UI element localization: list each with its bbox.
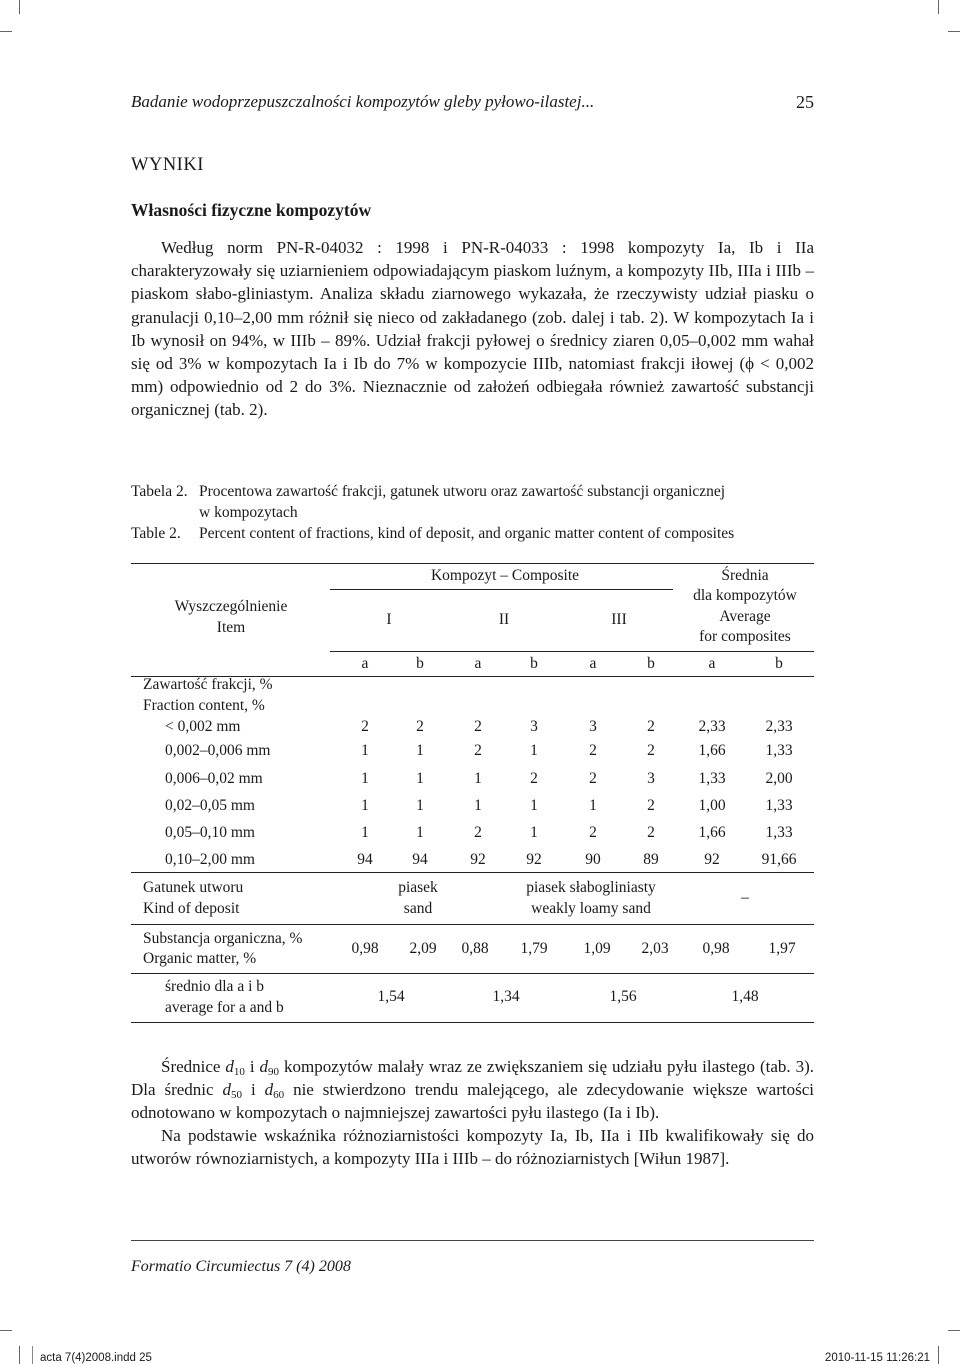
fraction-cell: 1 bbox=[361, 742, 369, 759]
subscript: 10 bbox=[233, 1066, 245, 1078]
deposit-sand-en: sand bbox=[403, 900, 433, 917]
fraction-cell: 1 bbox=[416, 824, 424, 841]
header-average-line3: Average bbox=[719, 608, 771, 625]
header-composite: Kompozyt – Composite bbox=[430, 567, 580, 584]
table-caption-pl bbox=[131, 481, 814, 523]
fraction-cell: 3 bbox=[530, 718, 538, 735]
fraction-row-label: 0,006–0,02 mm bbox=[165, 770, 263, 787]
fraction-cell: 2 bbox=[647, 742, 655, 759]
table-rule-top bbox=[131, 563, 814, 564]
fraction-cell: 2 bbox=[530, 770, 538, 787]
slug-timestamp: 2010-11-15 11:26:21 bbox=[824, 1352, 930, 1364]
slug-divider bbox=[32, 1346, 33, 1364]
subcol: b bbox=[416, 655, 424, 672]
header-average-line2: dla kompozytów bbox=[693, 587, 797, 604]
table-rule-deposit-bottom bbox=[131, 924, 814, 925]
subsection-title: Własności fizyczne kompozytów bbox=[131, 200, 372, 220]
footer-rule bbox=[131, 1240, 814, 1241]
fraction-cell: 3 bbox=[589, 718, 597, 735]
text-run: nie stwierdzono trendu malejącego, ale zdecydowanie większe wartości odnotowano w kompozytach o najmniejszej zawartości pyłu ilastego (Ia i Ib). bbox=[131, 1080, 814, 1123]
deposit-average: – bbox=[741, 889, 749, 906]
fraction-cell: 1,33 bbox=[698, 770, 726, 787]
fraction-cell: 2,00 bbox=[765, 770, 793, 787]
fraction-cell: 2,33 bbox=[698, 718, 726, 735]
subcol: a bbox=[589, 655, 597, 672]
subscript: 50 bbox=[231, 1089, 243, 1102]
subcol: b bbox=[775, 655, 783, 672]
crop-mark bbox=[948, 1330, 960, 1331]
organic-cell: 1,79 bbox=[520, 940, 548, 957]
fraction-cell: 92 bbox=[526, 851, 542, 868]
fraction-cell: 90 bbox=[585, 851, 601, 868]
fraction-cell: 1 bbox=[361, 824, 369, 841]
header-group-i: I bbox=[386, 611, 392, 628]
organic-label-pl: Substancja organiczna, % bbox=[143, 930, 303, 947]
crop-mark bbox=[948, 31, 960, 32]
running-header-title: Badanie wodoprzepuszczalności kompozytów gleby pyłowo-ilastej... bbox=[131, 92, 595, 111]
deposit-loamy-en: weakly loamy sand bbox=[531, 900, 651, 917]
header-item-en: Item bbox=[216, 619, 246, 636]
text-run: kompozytów malały wraz ze zwiększaniem się udziału pyłu ilastego (tab. 3). Dla średnic bbox=[131, 1057, 814, 1100]
subcol: a bbox=[708, 655, 716, 672]
fraction-cell: 1 bbox=[416, 742, 424, 759]
header-group-iii: III bbox=[611, 611, 627, 628]
text-run: Średnice bbox=[161, 1057, 226, 1076]
caption-text-en: Percent content of fractions, kind of deposit, and organic matter content of composites bbox=[199, 525, 735, 542]
fraction-cell: 1,33 bbox=[765, 797, 793, 814]
fraction-cell: 1,66 bbox=[698, 824, 726, 841]
fraction-cell: 2 bbox=[474, 742, 482, 759]
fraction-cell: 1 bbox=[416, 797, 424, 814]
page-number: 25 bbox=[796, 92, 814, 112]
fraction-cell: 1 bbox=[474, 797, 482, 814]
header-group-ii: II bbox=[498, 611, 510, 628]
fraction-cell: 1 bbox=[416, 770, 424, 787]
fraction-cell: 2 bbox=[647, 718, 655, 735]
deposit-loamy-pl: piasek słabogliniasty bbox=[526, 879, 656, 896]
organic-cell: 1,97 bbox=[768, 940, 796, 957]
fraction-cell: 94 bbox=[412, 851, 428, 868]
fraction-cell: 1 bbox=[361, 797, 369, 814]
organic-cell: 0,98 bbox=[702, 940, 730, 957]
fraction-cell: 1,33 bbox=[765, 824, 793, 841]
caption-text-pl-line2: w kompozytach bbox=[199, 504, 298, 521]
crop-mark bbox=[0, 1330, 12, 1331]
paragraph-results: Według norm PN-R-04032 : 1998 i PN-R-04033 : 1998 kompozyty Ia, Ib i IIa charakteryzowały się uziarnieniem odpowiadającym piaskom luźnym, a kompozyty IIb, IIIa i IIIb – piaskom słabo-gliniastym. Analiza składu ziarnowego wykazała, że rzeczywisty udział piasku o granulacji 0,10–2,00 mm różnił się nieco od zakładanego (zob. dalej i tab. 2). W kompozytach Ia i Ib wynosił on 94%, w IIIb – 89%. Udział frakcji pyłowej o średnicy ziaren 0,05–0,002 mm wahał się od 3% w kompozytach Ia i Ib do 7% w kompozycie IIIb, natomiast frakcji iłowej (ϕ < 0,002 mm) odpowiednio od 2 do 3%. Nieznacznie od założeń odbiegała również zawartość substancji organicznej (tab. 2). bbox=[131, 238, 814, 420]
organic-avg-value: 1,56 bbox=[609, 988, 637, 1005]
fraction-cell: 92 bbox=[704, 851, 720, 868]
caption-label-pl: Tabela 2. bbox=[131, 483, 188, 500]
symbol-d: d bbox=[264, 1080, 274, 1100]
deposit-label-en: Kind of deposit bbox=[143, 900, 240, 917]
caption-text-pl-line1: Procentowa zawartość frakcji, gatunek utworu oraz zawartość substancji organicznej bbox=[199, 483, 726, 500]
fraction-cell: 2 bbox=[647, 797, 655, 814]
fraction-row-label: 0,002–0,006 mm bbox=[165, 742, 271, 759]
crop-mark bbox=[19, 0, 20, 14]
text-run: i bbox=[244, 1057, 260, 1076]
fraction-row-label: 0,10–2,00 mm bbox=[165, 851, 255, 868]
fraction-cell: 1 bbox=[530, 797, 538, 814]
crop-mark bbox=[938, 1346, 939, 1364]
running-header bbox=[131, 92, 814, 112]
organic-cell: 2,03 bbox=[641, 940, 669, 957]
header-average-line4: for composites bbox=[699, 628, 791, 645]
fraction-cell: 1 bbox=[589, 797, 597, 814]
subcol: b bbox=[530, 655, 538, 672]
subcol: a bbox=[474, 655, 482, 672]
fraction-cell: 94 bbox=[357, 851, 373, 868]
fraction-row-label: 0,05–0,10 mm bbox=[165, 824, 255, 841]
fraction-cell: 2 bbox=[416, 718, 424, 735]
table-rule-subheader bbox=[330, 651, 814, 652]
symbol-d: d bbox=[222, 1080, 232, 1100]
organic-cell: 0,88 bbox=[461, 940, 489, 957]
table-rule-composite bbox=[330, 589, 673, 590]
fraction-label-en: Fraction content, % bbox=[143, 697, 265, 714]
fraction-cell: 1,33 bbox=[765, 742, 793, 759]
fraction-cell: 2 bbox=[589, 824, 597, 841]
section-title: WYNIKI bbox=[131, 155, 204, 175]
header-item-pl: Wyszczególnienie bbox=[174, 598, 288, 615]
crop-mark bbox=[19, 1346, 20, 1364]
fraction-cell: 3 bbox=[647, 770, 655, 787]
subscript: 90 bbox=[268, 1066, 280, 1078]
fraction-row-label: < 0,002 mm bbox=[165, 718, 241, 735]
symbol-d: d bbox=[225, 1057, 234, 1076]
fraction-cell: 2,33 bbox=[765, 718, 793, 735]
fraction-cell: 91,66 bbox=[761, 851, 797, 868]
fraction-cell: 1 bbox=[474, 770, 482, 787]
fraction-cell: 1 bbox=[530, 742, 538, 759]
fraction-cell: 2 bbox=[361, 718, 369, 735]
organic-avg-label-pl: średnio dla a i b bbox=[165, 978, 265, 995]
fraction-label-pl: Zawartość frakcji, % bbox=[143, 676, 273, 693]
crop-mark bbox=[0, 31, 12, 32]
fraction-cell: 1 bbox=[530, 824, 538, 841]
table-caption-en bbox=[131, 523, 814, 544]
fraction-cell: 89 bbox=[643, 851, 659, 868]
fraction-cell: 2 bbox=[589, 770, 597, 787]
subcol: b bbox=[647, 655, 655, 672]
organic-avg-label-en: average for a and b bbox=[165, 999, 284, 1016]
deposit-label-pl: Gatunek utworu bbox=[143, 879, 244, 896]
organic-cell: 2,09 bbox=[409, 940, 437, 957]
table-rule-fractions-bottom bbox=[131, 872, 814, 873]
caption-label-en: Table 2. bbox=[131, 525, 181, 542]
organic-avg-value: 1,54 bbox=[377, 988, 405, 1005]
crop-mark bbox=[938, 0, 939, 14]
organic-avg-value: 1,48 bbox=[731, 988, 759, 1005]
fraction-cell: 2 bbox=[474, 718, 482, 735]
subcol: a bbox=[361, 655, 369, 672]
fraction-row-label: 0,02–0,05 mm bbox=[165, 797, 255, 814]
paragraph-uniformity: Na podstawie wskaźnika różnoziarnistości kompozyty Ia, Ib, IIa i IIb kwalifikowały się do utworów równoziarnistych, a kompozyty IIIa i IIIb – do różnoziarnistych [Wiłun 1987]. bbox=[131, 1126, 814, 1169]
header-average-line1: Średnia bbox=[721, 567, 769, 584]
paragraph-diameters bbox=[131, 1055, 814, 1125]
text-run: i bbox=[242, 1080, 265, 1100]
fraction-cell: 2 bbox=[647, 824, 655, 841]
organic-cell: 0,98 bbox=[351, 940, 379, 957]
deposit-sand-pl: piasek bbox=[398, 879, 438, 896]
organic-cell: 1,09 bbox=[583, 940, 611, 957]
organic-avg-value: 1,34 bbox=[492, 988, 520, 1005]
table-rule-bottom bbox=[131, 1022, 814, 1023]
table-rule-organic-bottom bbox=[131, 973, 814, 974]
slug-file: acta 7(4)2008.indd 25 bbox=[40, 1352, 152, 1364]
fraction-cell: 1,00 bbox=[698, 797, 726, 814]
organic-label-en: Organic matter, % bbox=[143, 950, 257, 967]
journal-footer: Formatio Circumiectus 7 (4) 2008 bbox=[131, 1258, 351, 1275]
fraction-cell: 2 bbox=[589, 742, 597, 759]
fraction-cell: 92 bbox=[470, 851, 486, 868]
fraction-cell: 2 bbox=[474, 824, 482, 841]
fraction-cell: 1 bbox=[361, 770, 369, 787]
subscript: 60 bbox=[273, 1089, 285, 1102]
symbol-d: d bbox=[259, 1057, 269, 1076]
fraction-cell: 1,66 bbox=[698, 742, 726, 759]
